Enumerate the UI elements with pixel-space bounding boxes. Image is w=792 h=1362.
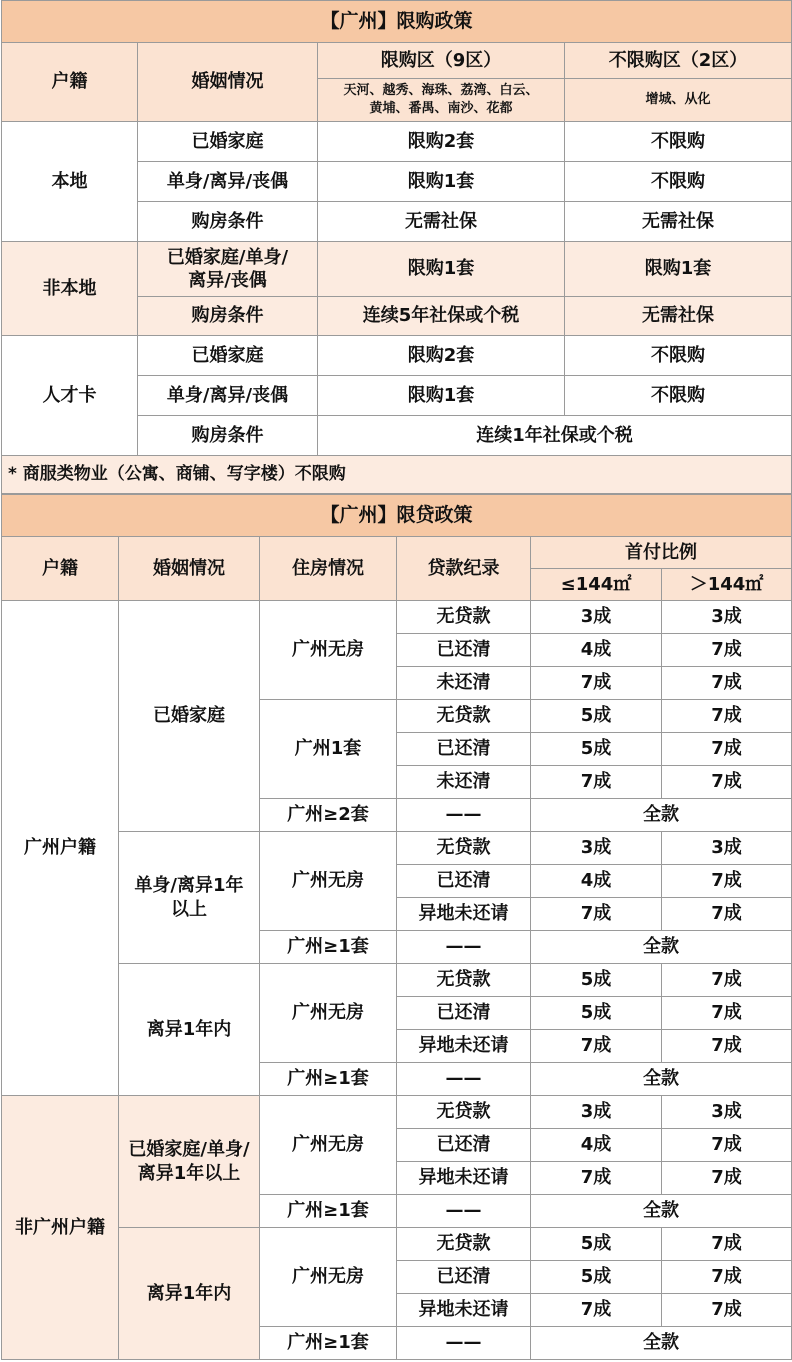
large-area-ratio-cell: 7成	[662, 700, 792, 733]
housing-cell: 广州≥1套	[260, 1063, 397, 1096]
marriage-line: 离异1年内	[146, 1282, 232, 1304]
small-area-ratio-cell: 4成	[531, 1129, 662, 1162]
housing-cell: 广州1套	[260, 700, 397, 799]
marriage-cell	[119, 1228, 260, 1360]
unrestricted-cell: 不限购	[565, 376, 792, 416]
small-area-ratio-cell: 4成	[531, 865, 662, 898]
header-marriage: 婚姻情况	[138, 43, 318, 122]
small-area-ratio-cell: 5成	[531, 700, 662, 733]
full-payment-cell: 全款	[531, 1327, 792, 1360]
small-area-ratio-cell: 3成	[531, 601, 662, 634]
header-huji: 户籍	[2, 43, 138, 122]
loan-record-cell: 已还清	[397, 733, 531, 766]
unrestricted-cell: 无需社保	[565, 202, 792, 242]
group-label: 非本地	[2, 242, 138, 336]
status-line: 已婚家庭/单身/	[166, 246, 289, 268]
status-cell: 购房条件	[138, 416, 318, 456]
small-area-ratio-cell: 7成	[531, 1294, 662, 1327]
purchase-note: * 商服类物业（公寓、商铺、写字楼）不限购	[2, 456, 792, 494]
unrestricted-cell: 限购1套	[565, 242, 792, 297]
small-area-ratio-cell: 4成	[531, 634, 662, 667]
header-down-payment: 首付比例	[531, 537, 792, 569]
housing-cell: 广州无房	[260, 1228, 397, 1327]
loan-row	[2, 964, 792, 997]
loan-record-cell: 无贷款	[397, 1228, 531, 1261]
restricted-cell: 连续5年社保或个税	[318, 297, 565, 336]
loan-record-cell: 已还清	[397, 1261, 531, 1294]
huji-cell: 广州户籍	[2, 601, 119, 1096]
status-cell: 单身/离异/丧偶	[138, 162, 318, 202]
status-cell: 已婚家庭	[138, 122, 318, 162]
marriage-line: 离异1年内	[146, 1018, 232, 1040]
restricted-cell: 限购2套	[318, 122, 565, 162]
unrestricted-cell: 不限购	[565, 122, 792, 162]
large-area-ratio-cell: 7成	[662, 1228, 792, 1261]
restricted-cell: 限购2套	[318, 336, 565, 376]
loan-policy-title: 【广州】限贷政策	[2, 495, 792, 537]
small-area-ratio-cell: 7成	[531, 1030, 662, 1063]
small-area-ratio-cell: 7成	[531, 667, 662, 700]
status-line: 离异/丧偶	[188, 270, 267, 291]
small-area-ratio-cell: 5成	[531, 1261, 662, 1294]
small-area-ratio-cell: 7成	[531, 766, 662, 799]
loan-row	[2, 1096, 792, 1129]
housing-cell: 广州无房	[260, 601, 397, 700]
loan-policy-body	[2, 495, 792, 1360]
header-loan-record: 贷款纪录	[397, 537, 531, 601]
loan-record-cell: ——	[397, 799, 531, 832]
restricted-districts-line: 天河、越秀、海珠、荔湾、白云、	[343, 83, 539, 99]
header-huji: 户籍	[2, 537, 119, 601]
marriage-cell	[119, 832, 260, 964]
loan-record-cell: ——	[397, 1063, 531, 1096]
loan-record-cell: 已还清	[397, 634, 531, 667]
loan-record-cell: 异地未还请	[397, 1162, 531, 1195]
large-area-ratio-cell: 7成	[662, 634, 792, 667]
loan-record-cell: ——	[397, 1195, 531, 1228]
small-area-ratio-cell: 3成	[531, 1096, 662, 1129]
loan-record-cell: 异地未还请	[397, 1030, 531, 1063]
loan-record-cell: ——	[397, 931, 531, 964]
large-area-ratio-cell: 3成	[662, 832, 792, 865]
marriage-line: 已婚家庭/单身/	[128, 1139, 250, 1161]
header-unrestricted-zone: 不限购区（2区）	[565, 43, 792, 79]
small-area-ratio-cell: 3成	[531, 832, 662, 865]
large-area-ratio-cell: 7成	[662, 1261, 792, 1294]
marriage-line: 离异1年以上	[137, 1162, 241, 1184]
loan-record-cell: 无贷款	[397, 700, 531, 733]
status-cell: 购房条件	[138, 297, 318, 336]
large-area-ratio-cell: 7成	[662, 667, 792, 700]
purchase-policy-table	[1, 0, 792, 494]
status-cell: 购房条件	[138, 202, 318, 242]
small-area-ratio-cell: 5成	[531, 997, 662, 1030]
unrestricted-cell: 无需社保	[565, 297, 792, 336]
loan-policy-table	[1, 494, 792, 1360]
loan-record-cell: 已还清	[397, 865, 531, 898]
loan-row	[2, 601, 792, 634]
unrestricted-districts: 增城、从化	[565, 79, 792, 122]
purchase-policy-title: 【广州】限购政策	[2, 1, 792, 43]
status-cell	[138, 242, 318, 297]
small-area-ratio-cell: 7成	[531, 1162, 662, 1195]
loan-record-cell: ——	[397, 1327, 531, 1360]
restricted-cell: 限购1套	[318, 376, 565, 416]
group-label: 本地	[2, 122, 138, 242]
small-area-ratio-cell: 5成	[531, 1228, 662, 1261]
restricted-districts	[318, 79, 565, 122]
marriage-cell	[119, 601, 260, 832]
large-area-ratio-cell: 7成	[662, 898, 792, 931]
loan-record-cell: 无贷款	[397, 964, 531, 997]
full-payment-cell: 全款	[531, 799, 792, 832]
header-housing: 住房情况	[260, 537, 397, 601]
merged-condition-cell: 连续1年社保或个税	[318, 416, 792, 456]
restricted-districts-line: 黄埔、番禺、南沙、花都	[369, 101, 513, 116]
loan-record-cell: 无贷款	[397, 832, 531, 865]
marriage-line: 以上	[171, 898, 207, 920]
large-area-ratio-cell: 3成	[662, 601, 792, 634]
housing-cell: 广州无房	[260, 964, 397, 1063]
full-payment-cell: 全款	[531, 931, 792, 964]
housing-cell: 广州≥1套	[260, 1327, 397, 1360]
header-large-area: ＞144㎡	[662, 569, 792, 601]
unrestricted-cell: 不限购	[565, 336, 792, 376]
header-restricted-zone: 限购区（9区）	[318, 43, 565, 79]
housing-cell: 广州无房	[260, 1096, 397, 1195]
large-area-ratio-cell: 7成	[662, 1129, 792, 1162]
housing-cell: 广州≥1套	[260, 931, 397, 964]
marriage-line: 单身/离异1年	[134, 875, 244, 897]
loan-record-cell: 异地未还请	[397, 898, 531, 931]
marriage-cell	[119, 1096, 260, 1228]
housing-cell: 广州≥1套	[260, 1195, 397, 1228]
large-area-ratio-cell: 7成	[662, 865, 792, 898]
loan-record-cell: 已还清	[397, 1129, 531, 1162]
loan-row	[2, 832, 792, 865]
status-cell: 已婚家庭	[138, 336, 318, 376]
status-cell: 单身/离异/丧偶	[138, 376, 318, 416]
header-small-area: ≤144㎡	[531, 569, 662, 601]
large-area-ratio-cell: 7成	[662, 1162, 792, 1195]
header-marriage: 婚姻情况	[119, 537, 260, 601]
loan-record-cell: 异地未还请	[397, 1294, 531, 1327]
large-area-ratio-cell: 7成	[662, 1030, 792, 1063]
unrestricted-cell: 不限购	[565, 162, 792, 202]
large-area-ratio-cell: 7成	[662, 997, 792, 1030]
marriage-cell	[119, 964, 260, 1096]
restricted-cell: 限购1套	[318, 242, 565, 297]
marriage-line: 已婚家庭	[153, 705, 225, 727]
large-area-ratio-cell: 7成	[662, 1294, 792, 1327]
large-area-ratio-cell: 7成	[662, 964, 792, 997]
housing-cell: 广州无房	[260, 832, 397, 931]
huji-cell: 非广州户籍	[2, 1096, 119, 1360]
restricted-cell: 限购1套	[318, 162, 565, 202]
loan-record-cell: 未还清	[397, 766, 531, 799]
loan-record-cell: 未还清	[397, 667, 531, 700]
loan-record-cell: 无贷款	[397, 601, 531, 634]
large-area-ratio-cell: 3成	[662, 1096, 792, 1129]
loan-record-cell: 无贷款	[397, 1096, 531, 1129]
loan-row	[2, 1228, 792, 1261]
small-area-ratio-cell: 7成	[531, 898, 662, 931]
full-payment-cell: 全款	[531, 1195, 792, 1228]
housing-cell: 广州≥2套	[260, 799, 397, 832]
loan-record-cell: 已还清	[397, 997, 531, 1030]
large-area-ratio-cell: 7成	[662, 766, 792, 799]
large-area-ratio-cell: 7成	[662, 733, 792, 766]
small-area-ratio-cell: 5成	[531, 733, 662, 766]
restricted-cell: 无需社保	[318, 202, 565, 242]
group-label: 人才卡	[2, 336, 138, 456]
full-payment-cell: 全款	[531, 1063, 792, 1096]
small-area-ratio-cell: 5成	[531, 964, 662, 997]
